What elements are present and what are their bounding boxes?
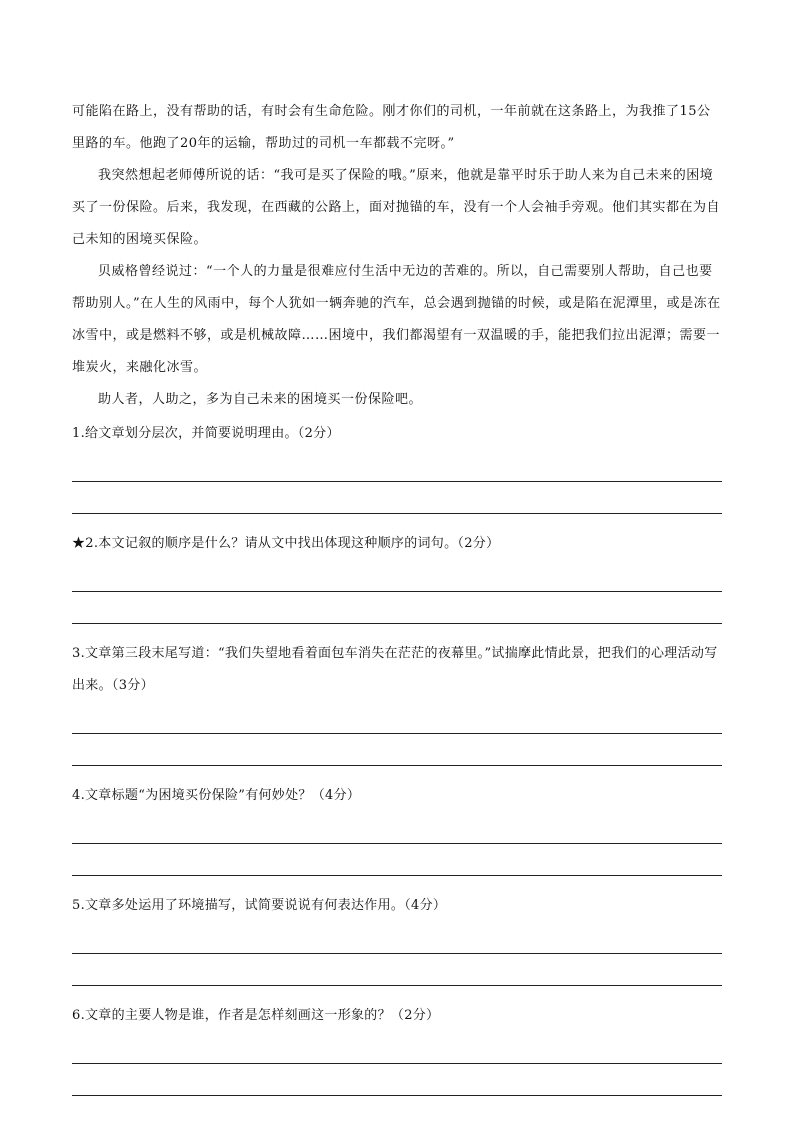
answer-line[interactable] xyxy=(72,450,722,482)
answer-line[interactable] xyxy=(72,922,722,954)
passage-paragraph-3: 贝威格曾经说过：“一个人的力量是很难应付生活中无边的苦难的。所以，自己需要别人帮助，自己也要帮助别人。”在人生的风雨中，每个人犹如一辆奔驰的汽车，总会遇到抛锚的时候，或是陷在泥潭里，或是冻在冰雪中，或是燃料不够，或是机械故障……困境中，我们都渴望有一双温暖的手，能把我们拉出泥潭；需要一堆炭火，来融化冰雪。 xyxy=(72,264,721,375)
question-4-text: 4.文章标题“为困境买份保险”有何妙处？（4分） xyxy=(72,788,361,803)
answer-line[interactable] xyxy=(72,702,722,734)
question-3 xyxy=(72,638,722,766)
question-1 xyxy=(72,418,722,514)
question-3-text: 3.文章第三段末尾写道：“我们失望地看着面包车消失在茫茫的夜幕里。”试揣摩此情此景，把我们的心理活动写出来。（3分） xyxy=(72,646,718,693)
question-5-text: 5.文章多处运用了环境描写，试简要说说有何表达作用。（4分） xyxy=(72,898,447,913)
passage xyxy=(72,96,722,416)
answer-line[interactable] xyxy=(72,734,722,766)
passage-paragraph-4: 助人者，人助之，多为自己未来的困境买一份保险吧。 xyxy=(98,392,423,407)
question-1-text: 1.给文章划分层次，并简要说明理由。（2分） xyxy=(72,426,340,441)
question-4 xyxy=(72,780,722,876)
answer-line[interactable] xyxy=(72,1064,722,1096)
question-2-text: ★2.本文记叙的顺序是什么？请从文中找出体现这种顺序的词句。（2分） xyxy=(72,536,500,551)
answer-line[interactable] xyxy=(72,844,722,876)
question-6 xyxy=(72,1000,722,1096)
worksheet-page xyxy=(72,96,722,1096)
answer-line[interactable] xyxy=(72,812,722,844)
answer-line[interactable] xyxy=(72,1032,722,1064)
answer-line[interactable] xyxy=(72,592,722,624)
question-5 xyxy=(72,890,722,986)
questions xyxy=(72,418,722,1096)
passage-paragraph-1: 可能陷在路上，没有帮助的话，有时会有生命危险。刚才你们的司机，一年前就在这条路上，为我推了15公里路的车。他跑了20年的运输，帮助过的司机一车都载不完呀。” xyxy=(72,104,711,151)
answer-line[interactable] xyxy=(72,954,722,986)
passage-paragraph-2: 我突然想起老师傅所说的话：“我可是买了保险的哦。”原来，他就是靠平时乐于助人来为自己未来的困境买了一份保险。后来，我发现，在西藏的公路上，面对抛锚的车，没有一个人会袖手旁观。他们其实都在为自己未知的困境买保险。 xyxy=(72,168,721,247)
question-2 xyxy=(72,528,722,624)
answer-line[interactable] xyxy=(72,560,722,592)
answer-line[interactable] xyxy=(72,482,722,514)
question-6-text: 6.文章的主要人物是谁，作者是怎样刻画这一形象的？（2分） xyxy=(72,1008,440,1023)
